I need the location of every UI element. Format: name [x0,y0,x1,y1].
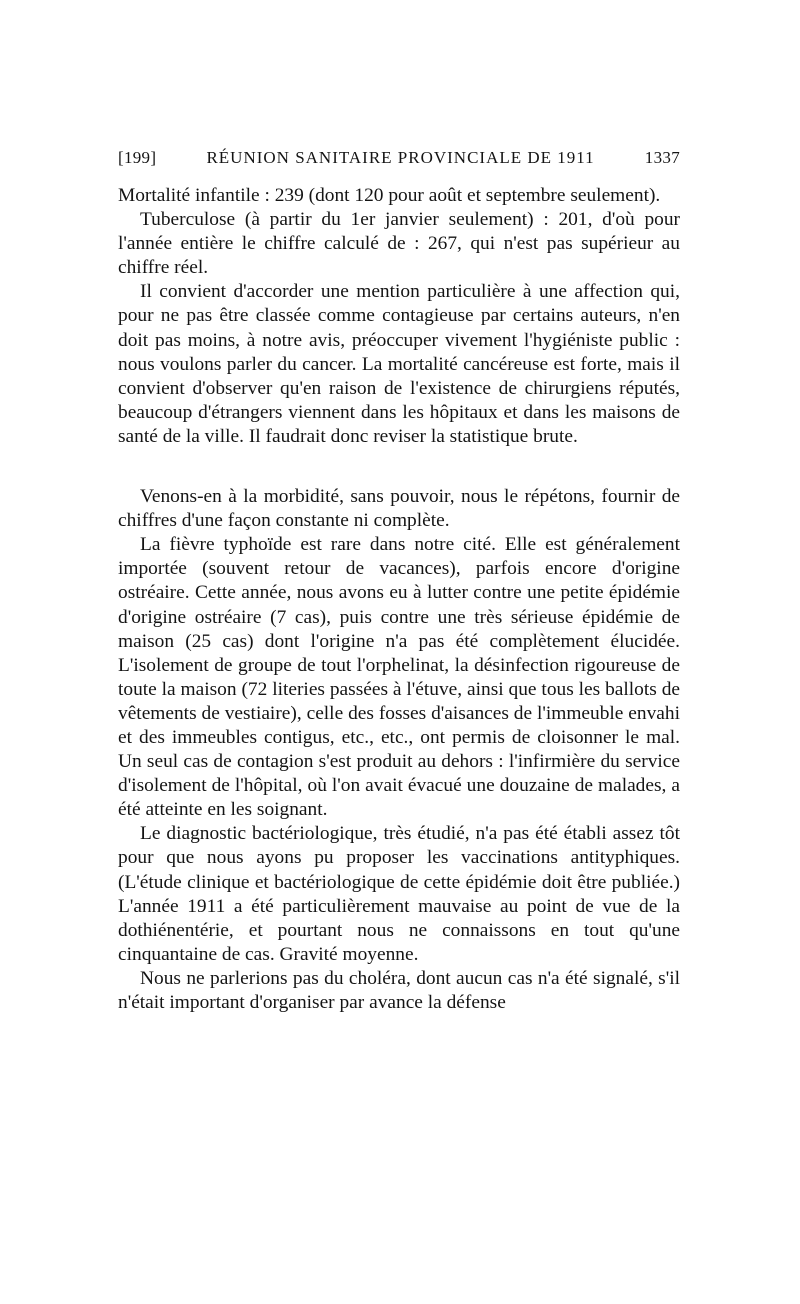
document-page [118,148,680,1015]
main-text [118,184,680,1015]
running-header [118,148,680,174]
paragraph: Mortalité infantile : 239 (dont 120 pour août et septembre seulement). [118,185,661,206]
paragraph: La fièvre typhoïde est rare dans notre cité. Elle est généralement importée (souvent retour de vacances), parfois encore d'origine ostréaire. Cette année, nous avons eu à lutter contre une petite épidémie d'origine ostréaire (7 cas), puis contre une très sérieuse épidémie de maison (25 cas) dont l'origine n'a pas été complètement élucidée. L'isolement de groupe de tout l'orphelinat, la désinfection rigoureuse de toute la maison (72 literies passées à l'étuve, ainsi que tous les ballots de vêtements de vestiaire), celle des fosses d'aisances de l'immeuble envahi et des immeubles contigus, etc., etc., ont permis de cloisonner le mal. Un seul cas de contagion s'est produit au dehors : l'infirmière du service d'isolement de l'hôpital, où l'on avait évacué une douzaine de malades, a été atteinte en les soignant. [118,534,680,821]
paragraph: Nous ne parlerions pas du choléra, dont aucun cas n'a été signalé, s'il n'était important d'organiser par avance la défense [118,967,680,1013]
paragraph: Venons-en à la morbidité, sans pouvoir, nous le répétons, fournir de chiffres d'une façon constante ni complète. [118,486,680,532]
paragraph: Il convient d'accorder une mention particulière à une affection qui, pour ne pas être classée comme contagieuse par certains auteurs, n'en doit pas moins, à notre avis, préoccuper vivement l'hygiéniste public : nous voulons parler du cancer. La mortalité cancéreuse est forte, mais il convient d'observer qu'en raison de l'existence de chirurgiens réputés, beaucoup d'étrangers viennent dans les hôpitaux et dans les maisons de santé de la ville. Il faudrait donc reviser la statistique brute. [118,281,680,447]
page-ref: [199] [118,148,157,167]
section-break [118,449,680,485]
paragraph: Le diagnostic bactériologique, très étudié, n'a pas été établi assez tôt pour que nous ayons pu proposer les vaccinations antityphiques. (L'étude clinique et bactériologique de cette épidémie doit être publiée.) L'année 1911 a été particulièrement mauvaise au point de vue de la dothiénentérie, et pourtant nous ne connaissons en tout qu'une cinquantaine de cas. Gravité moyenne. [118,823,680,965]
running-title: RÉUNION SANITAIRE PROVINCIALE DE 1911 [206,148,595,167]
paragraph: Tuberculose (à partir du 1er janvier seulement) : 201, d'où pour l'année entière le chiffre calculé de : 267, qui n'est pas supérieur au chiffre réel. [118,209,680,279]
page-number: 1337 [644,148,680,167]
